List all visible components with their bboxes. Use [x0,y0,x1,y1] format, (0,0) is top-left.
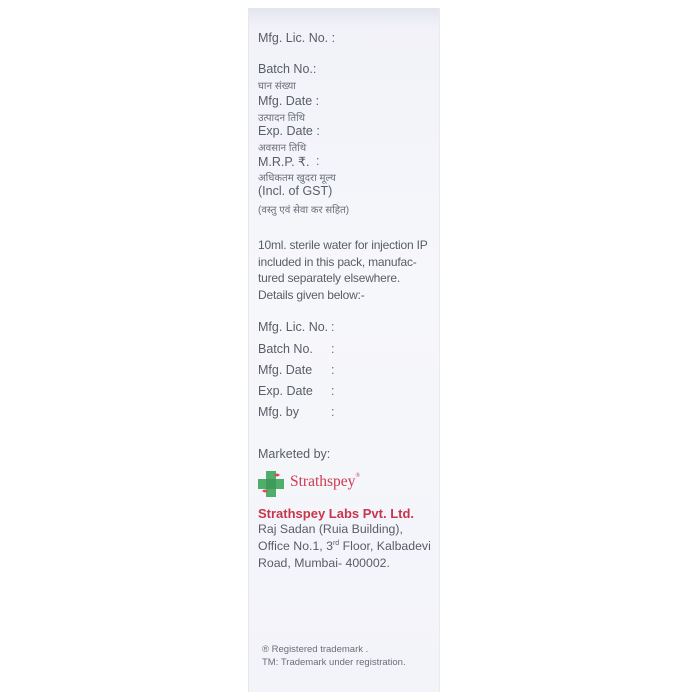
registered-mark: ® [355,473,360,479]
water-exp-date-colon: : [331,384,335,398]
address-line-2 [258,539,431,553]
water-mfg-by-label: Mfg. by [258,405,299,419]
floor-suffix: rd [332,539,340,547]
brand-name-text: Strathspey [290,473,356,490]
batch-no-hindi: घान संख्या [258,81,296,92]
incl-gst-label: (Incl. of GST) [258,184,333,198]
exp-date-label: Exp. Date : [258,124,320,138]
water-mfg-lic-no-label: Mfg. Lic. No. [258,320,329,334]
mrp-label: M.R.P. ₹. [258,155,310,169]
batch-no-label: Batch No.: [258,62,317,76]
trademark-note: TM: Trademark under registration. [262,657,406,668]
water-notice-line: tured separately elsewhere. [258,271,401,285]
company-name: Strathspey Labs Pvt. Ltd. [258,506,415,521]
exp-date-hindi: अवसान तिथि [258,143,307,154]
water-mfg-by-colon: : [331,405,335,419]
water-mfg-date-label: Mfg. Date [258,363,313,377]
top-fade [249,8,439,26]
mfg-date-hindi: उत्पादन तिथि [258,113,306,124]
mrp-colon: : [316,154,320,168]
water-notice-line: 10ml. sterile water for injection IP [258,238,428,252]
water-notice-line: included in this pack, manufac- [258,254,417,269]
water-notice [258,237,434,303]
water-exp-date-label: Exp. Date [258,384,313,398]
incl-gst-hindi: (वस्तु एवं सेवा कर सहित) [258,205,350,216]
water-mfg-date-colon: : [331,363,335,377]
water-batch-no-colon: : [331,342,335,356]
mfg-lic-no-label: Mfg. Lic. No. : [258,31,336,45]
address-line-2-end: Floor, Kalbadevi [339,539,431,553]
water-batch-no-label: Batch No. [258,342,313,356]
water-notice-line: Details given below:- [258,287,365,302]
marketed-by-heading: Marketed by: [258,447,331,461]
brand-name [290,473,360,491]
registered-trademark-note: ® Registered trademark . [262,644,369,655]
address-line-3: Road, Mumbai- 400002. [258,556,390,570]
address-line-2-start: Office No.1, 3 [258,539,333,553]
mfg-date-label: Mfg. Date : [258,94,320,108]
strathspey-logo-icon [256,469,286,499]
water-mfg-lic-no-colon: : [331,320,335,334]
address-line-1: Raj Sadan (Ruia Building), [258,522,403,536]
mrp-hindi: अधिकतम खुदरा मूल्य [258,173,336,184]
